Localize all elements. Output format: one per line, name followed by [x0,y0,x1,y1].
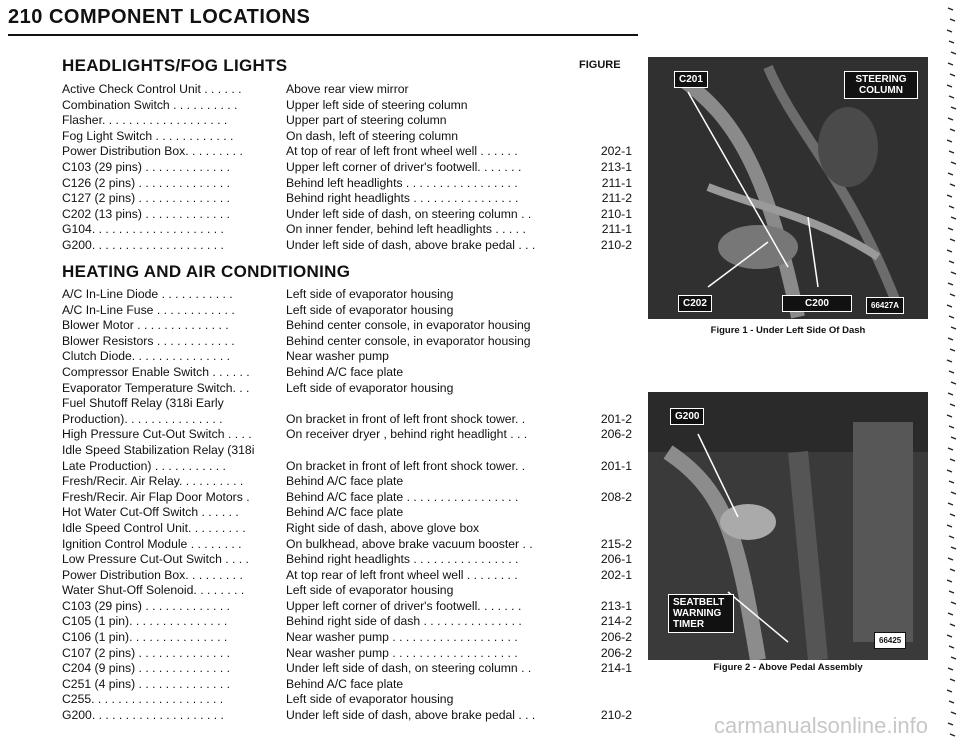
table-row [62,708,630,724]
row-location: Behind A/C face plate [286,676,404,691]
row-figure: 206-2 [588,427,632,443]
row-location: Near washer pump [286,349,389,364]
row-figure: 206-2 [588,646,632,662]
table-row [62,474,630,490]
figure-1-photo [648,57,928,319]
watermark: carmanualsonline.info [713,713,928,738]
row-component: Power Distribution Box. . . . . . . . . [62,144,243,159]
table-row [62,692,630,708]
table-row [62,222,630,238]
table-row [62,129,630,145]
table-row [62,614,630,630]
row-component: Fresh/Recir. Air Relay. . . . . . . . . . [62,474,244,489]
row-location: Upper left corner of driver's footwell. . . . . . . [286,598,522,613]
row-component: Flasher. . . . . . . . . . . . . . . . . . . [62,113,228,128]
row-component: Power Distribution Box. . . . . . . . . [62,567,243,582]
row-location: Left side of evaporator housing [286,692,454,707]
edge-tick [949,701,954,703]
edge-tick [950,459,955,461]
row-location: Under left side of dash, above brake pedal . . . [286,708,536,723]
table-row [62,207,630,223]
row-component: Compressor Enable Switch . . . . . . [62,364,250,379]
section-title-headlights: HEADLIGHTS/FOG LIGHTS [62,56,288,75]
edge-tick [950,19,955,21]
edge-tick [951,327,956,329]
row-figure: 213-1 [588,160,632,176]
table-row [62,521,630,537]
table-row [62,238,630,254]
edge-tick [950,569,955,571]
row-component: Combination Switch . . . . . . . . . . [62,97,238,112]
row-location: Behind center console, in evaporator housing [286,318,531,333]
table-row [62,98,630,114]
label-c201: C201 [674,71,708,88]
row-location: At top rear of left front wheel well . . . . . . . . [286,567,518,582]
table-row [62,552,630,568]
edge-tick [948,8,953,10]
row-location: Behind right headlights . . . . . . . . . . . . . . . . [286,552,519,567]
row-figure: 201-1 [588,459,632,475]
row-figure: 206-2 [588,630,632,646]
row-component: A/C In-Line Diode . . . . . . . . . . . [62,287,233,301]
table-row [62,144,630,160]
table-row [62,427,630,443]
edge-tick [947,195,952,197]
row-figure: 210-1 [588,207,632,223]
edge-tick [948,393,953,395]
edge-tick [947,30,952,32]
edge-tick [949,206,954,208]
row-figure: 211-1 [588,222,632,238]
row-component: C127 (2 pins) . . . . . . . . . . . . . . [62,191,230,206]
edge-tick [949,646,954,648]
row-component: Fuel Shutoff Relay (318i Early [62,396,224,411]
edge-tick [948,283,953,285]
page-header [8,6,310,29]
table-row [62,443,630,459]
row-location: On bulkhead, above brake vacuum booster . . [286,536,533,551]
row-location: Left side of evaporator housing [286,380,454,395]
edge-tick [951,602,956,604]
page-title: COMPONENT LOCATIONS [48,6,311,28]
row-component: C103 (29 pins) . . . . . . . . . . . . . [62,159,230,174]
edge-tick [951,382,956,384]
edge-tick [948,173,953,175]
row-component: Idle Speed Control Unit. . . . . . . . . [62,520,246,535]
edge-tick [951,217,956,219]
edge-tick [951,437,956,439]
table-row [62,381,630,397]
figure-column-header: FIGURE [579,59,621,71]
edge-tick [947,360,952,362]
table-row [62,677,630,693]
table-row [62,583,630,599]
edge-tick [949,151,954,153]
row-figure: 202-1 [588,144,632,160]
label-seatbelt-timer: SEATBELT WARNING TIMER [668,594,734,633]
row-location: Above rear view mirror [286,82,409,96]
edge-tick [950,349,955,351]
row-component: Active Check Control Unit . . . . . . [62,82,242,96]
row-location: Right side of dash, above glove box [286,520,480,535]
row-component: C255. . . . . . . . . . . . . . . . . . . . [62,692,224,707]
row-figure: 208-2 [588,490,632,506]
edge-tick [951,712,956,714]
row-component: Low Pressure Cut-Out Switch . . . . [62,552,249,567]
edge-tick [947,470,952,472]
row-component: G200. . . . . . . . . . . . . . . . . . . . [62,708,224,723]
table-row [62,630,630,646]
row-component: Evaporator Temperature Switch. . . [62,380,250,395]
table-row [62,191,630,207]
table-row [62,160,630,176]
row-location: Behind A/C face plate . . . . . . . . . . . . . . . . . [286,489,519,504]
table-row [62,537,630,553]
row-location: Left side of evaporator housing [286,287,454,301]
row-component: Blower Resistors . . . . . . . . . . . . [62,333,235,348]
row-location: Left side of evaporator housing [286,302,454,317]
label-g200: G200 [670,408,704,425]
edge-tick [948,613,953,615]
headlights-table [62,82,630,254]
row-location: Upper left corner of driver's footwell. . . . . . . [286,159,522,174]
row-location: Near washer pump . . . . . . . . . . . . . . . . . . . [286,645,518,660]
row-location: Behind center console, in evaporator housing [286,333,531,348]
label-c200: C200 [782,295,852,312]
label-c202: C202 [678,295,712,312]
table-row [62,365,630,381]
table-row [62,349,630,365]
edge-tick [950,294,955,296]
table-row [62,176,630,192]
row-figure: 201-2 [588,412,632,428]
row-figure: 202-1 [588,568,632,584]
row-location: On inner fender, behind left headlights . . . . . [286,222,526,237]
scan-edge-marks [944,0,958,745]
edge-tick [949,371,954,373]
table-row [62,82,630,98]
row-component: High Pressure Cut-Out Switch . . . . [62,427,252,442]
row-component: Production). . . . . . . . . . . . . . . [62,411,223,426]
row-location: On bracket in front of left front shock tower. . [286,458,526,473]
edge-tick [951,162,956,164]
row-component: C105 (1 pin). . . . . . . . . . . . . . . [62,614,228,629]
table-row [62,661,630,677]
edge-tick [950,129,955,131]
row-location: On dash, left of steering column [286,128,459,143]
edge-tick [950,624,955,626]
row-location: Behind right headlights . . . . . . . . . . . . . . . . [286,191,519,206]
edge-tick [951,107,956,109]
edge-tick [950,679,955,681]
edge-tick [947,635,952,637]
row-location: Upper left side of steering column [286,97,468,112]
row-component: C204 (9 pins) . . . . . . . . . . . . . . [62,661,230,676]
row-location: Behind right side of dash . . . . . . . . . . . . . . . [286,614,522,629]
row-location: Behind A/C face plate [286,474,404,489]
row-figure: 214-2 [588,614,632,630]
table-row [62,490,630,506]
row-location: Behind A/C face plate [286,364,404,379]
row-location: Upper part of steering column [286,113,447,128]
edge-tick [950,404,955,406]
table-row [62,287,630,303]
table-row [62,505,630,521]
row-location: On receiver dryer , behind right headlight . . . [286,427,528,442]
edge-tick [948,558,953,560]
edge-tick [949,261,954,263]
row-component: A/C In-Line Fuse . . . . . . . . . . . . [62,302,235,317]
edge-tick [949,316,954,318]
row-figure: 211-1 [588,176,632,192]
edge-tick [947,85,952,87]
edge-tick [947,305,952,307]
edge-tick [949,481,954,483]
header-rule [8,34,638,36]
edge-tick [949,591,954,593]
row-component: C202 (13 pins) . . . . . . . . . . . . . [62,206,230,221]
row-component: Blower Motor . . . . . . . . . . . . . . [62,318,229,333]
row-figure: 206-1 [588,552,632,568]
edge-tick [948,723,953,725]
table-row [62,113,630,129]
edge-tick [949,536,954,538]
edge-tick [950,74,955,76]
table-row [62,318,630,334]
edge-tick [949,96,954,98]
row-component: Hot Water Cut-Off Switch . . . . . . [62,505,239,520]
table-row [62,459,630,475]
label-steering-column: STEERING COLUMN [844,71,918,99]
row-component: C107 (2 pins) . . . . . . . . . . . . . . [62,645,230,660]
table-row [62,334,630,350]
row-component: G200. . . . . . . . . . . . . . . . . . . . [62,237,224,252]
figure-2-caption: Figure 2 - Above Pedal Assembly [713,662,863,673]
row-figure: 214-1 [588,661,632,677]
edge-tick [947,580,952,582]
edge-tick [947,525,952,527]
edge-tick [949,41,954,43]
row-figure: 210-2 [588,238,632,254]
edge-tick [948,63,953,65]
edge-tick [951,492,956,494]
table-row [62,599,630,615]
edge-tick [950,239,955,241]
row-location: Under left side of dash, above brake pedal . . . [286,237,536,252]
row-component: Water Shut-Off Solenoid. . . . . . . . [62,583,245,598]
edge-tick [947,415,952,417]
row-component: C106 (1 pin). . . . . . . . . . . . . . . [62,630,228,645]
edge-tick [947,690,952,692]
edge-tick [951,52,956,54]
row-location: Under left side of dash, on steering column . . [286,206,532,221]
hvac-table [62,287,630,724]
edge-tick [950,184,955,186]
row-figure: 211-2 [588,191,632,207]
edge-tick [951,657,956,659]
row-location: Left side of evaporator housing [286,583,454,598]
table-row [62,303,630,319]
row-location: Behind left headlights . . . . . . . . . . . . . . . . . [286,175,518,190]
row-component: Ignition Control Module . . . . . . . . [62,536,242,551]
edge-tick [951,547,956,549]
row-component: C126 (2 pins) . . . . . . . . . . . . . . [62,175,230,190]
figure-2-code: 66425 [874,632,906,649]
row-component: Late Production) . . . . . . . . . . . [62,458,226,473]
row-location: Near washer pump . . . . . . . . . . . . . . . . . . . [286,630,518,645]
section-title-hvac: HEATING AND AIR CONDITIONING [62,262,351,281]
row-location: At top of rear of left front wheel well . . . . . . [286,144,518,159]
edge-tick [947,140,952,142]
row-location: On bracket in front of left front shock tower. . [286,411,526,426]
edge-tick [950,734,955,736]
row-component: C103 (29 pins) . . . . . . . . . . . . . [62,598,230,613]
edge-tick [948,503,953,505]
table-row [62,412,630,428]
row-location: Behind A/C face plate [286,505,404,520]
figure-1-code: 66427A [866,297,904,314]
edge-tick [948,338,953,340]
edge-tick [948,668,953,670]
page-number: 210 [8,6,43,28]
table-row [62,396,630,412]
row-component: Idle Speed Stabilization Relay (318i [62,442,255,457]
row-component: Fog Light Switch . . . . . . . . . . . . [62,128,234,143]
row-figure: 213-1 [588,599,632,615]
edge-tick [948,118,953,120]
row-component: C251 (4 pins) . . . . . . . . . . . . . . [62,676,230,691]
edge-tick [950,514,955,516]
row-component: G104. . . . . . . . . . . . . . . . . . . . [62,222,224,237]
row-figure: 210-2 [588,708,632,724]
edge-tick [947,250,952,252]
row-figure: 215-2 [588,537,632,553]
table-row [62,568,630,584]
edge-tick [949,426,954,428]
figure-2-photo [648,392,928,660]
edge-tick [948,448,953,450]
edge-tick [951,272,956,274]
row-location: Under left side of dash, on steering column . . [286,661,532,676]
row-component: Fresh/Recir. Air Flap Door Motors . [62,489,250,504]
row-component: Clutch Diode. . . . . . . . . . . . . . . [62,349,230,364]
table-row [62,646,630,662]
figure-1-caption: Figure 1 - Under Left Side Of Dash [710,325,866,336]
edge-tick [948,228,953,230]
